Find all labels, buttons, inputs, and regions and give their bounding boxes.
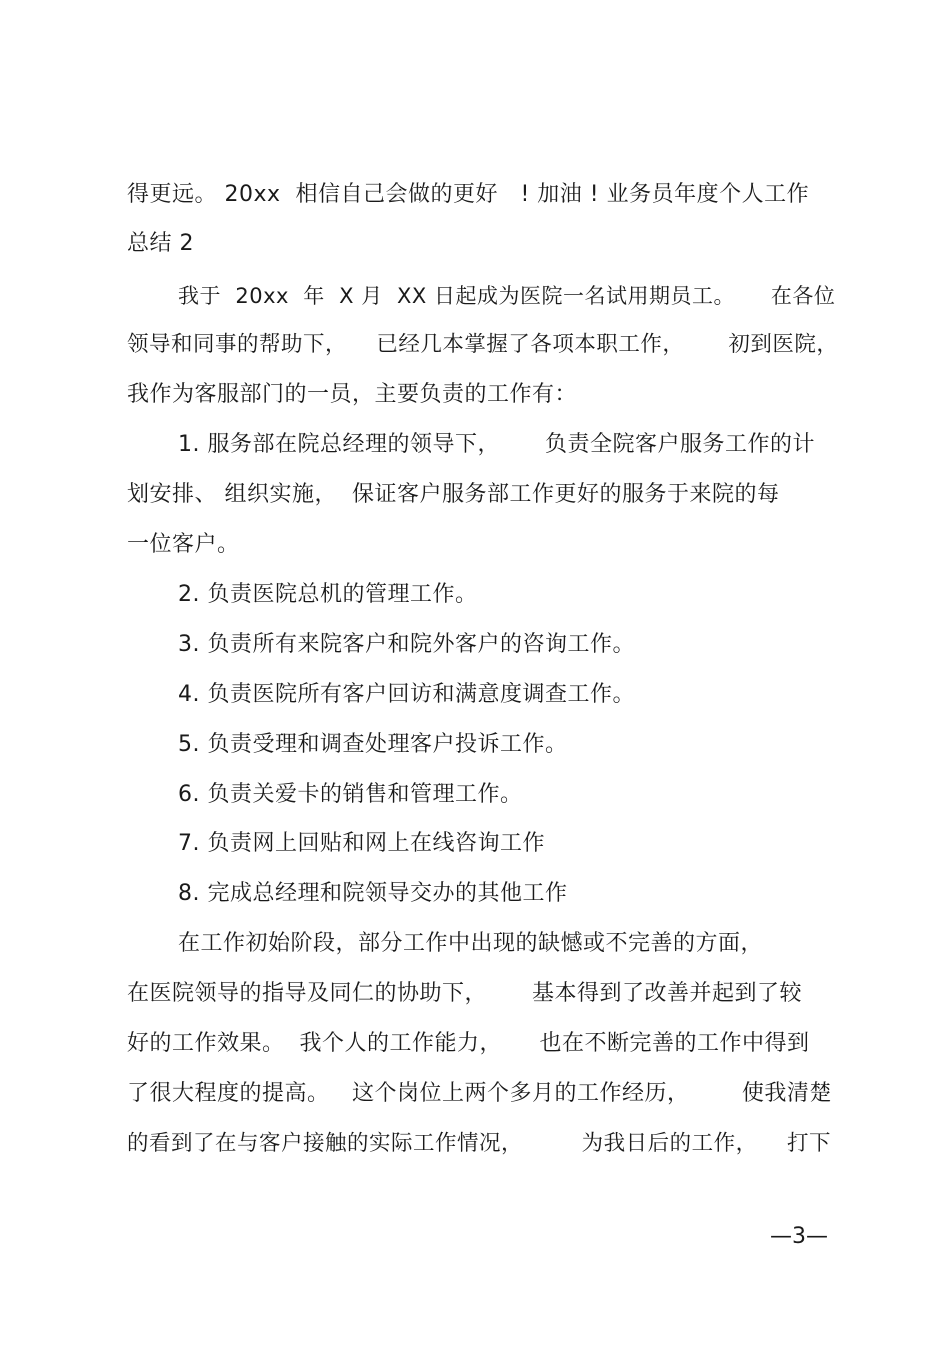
text-line-20: 的看到了在与客户接触的实际工作情况， 为我日后的工作， 打下: [127, 1131, 832, 1156]
text-line-3: 我于 20xx 年 X 月 XX 日起成为医院一名试用期员工。 在各位: [178, 284, 836, 308]
page-number: —3—: [770, 1224, 828, 1249]
text-line-6: 1. 服务部在院总经理的领导下， 负责全院客户服务工作的计: [178, 432, 815, 457]
text-line-15: 8. 完成总经理和院领导交办的其他工作: [178, 881, 568, 906]
text-line-9: 2. 负责医院总机的管理工作。: [178, 582, 478, 607]
text-line-4: 领导和同事的帮助下， 已经几本掌握了各项本职工作， 初到医院，: [127, 332, 839, 357]
text-line-10: 3. 负责所有来院客户和院外客户的咨询工作。: [178, 632, 635, 657]
text-line-14: 7. 负责网上回贴和网上在线咨询工作: [178, 831, 545, 856]
text-line-13: 6. 负责关爱卡的销售和管理工作。: [178, 782, 523, 807]
text-line-8: 一位客户。: [127, 532, 240, 557]
text-line-1: 得更远。 20xx 相信自己会做的更好 ! 加油 ! 业务员年度个人工作: [127, 182, 810, 207]
text-line-19: 了很大程度的提高。 这个岗位上两个多月的工作经历， 使我清楚: [127, 1081, 832, 1106]
text-line-16: 在工作初始阶段，部分工作中出现的缺憾或不完善的方面，: [178, 931, 764, 956]
text-line-5: 我作为客服部门的一员，主要负责的工作有：: [127, 382, 578, 407]
text-line-2: 总结 2: [127, 231, 194, 256]
text-line-12: 5. 负责受理和调查处理客户投诉工作。: [178, 732, 568, 757]
text-line-18: 好的工作效果。 我个人的工作能力， 也在不断完善的工作中得到: [127, 1031, 810, 1056]
text-line-17: 在医院领导的指导及同仁的协助下， 基本得到了改善并起到了较: [127, 981, 802, 1006]
text-line-11: 4. 负责医院所有客户回访和满意度调查工作。: [178, 682, 635, 707]
text-line-7: 划安排、 组织实施， 保证客户服务部工作更好的服务于来院的每: [127, 482, 780, 507]
